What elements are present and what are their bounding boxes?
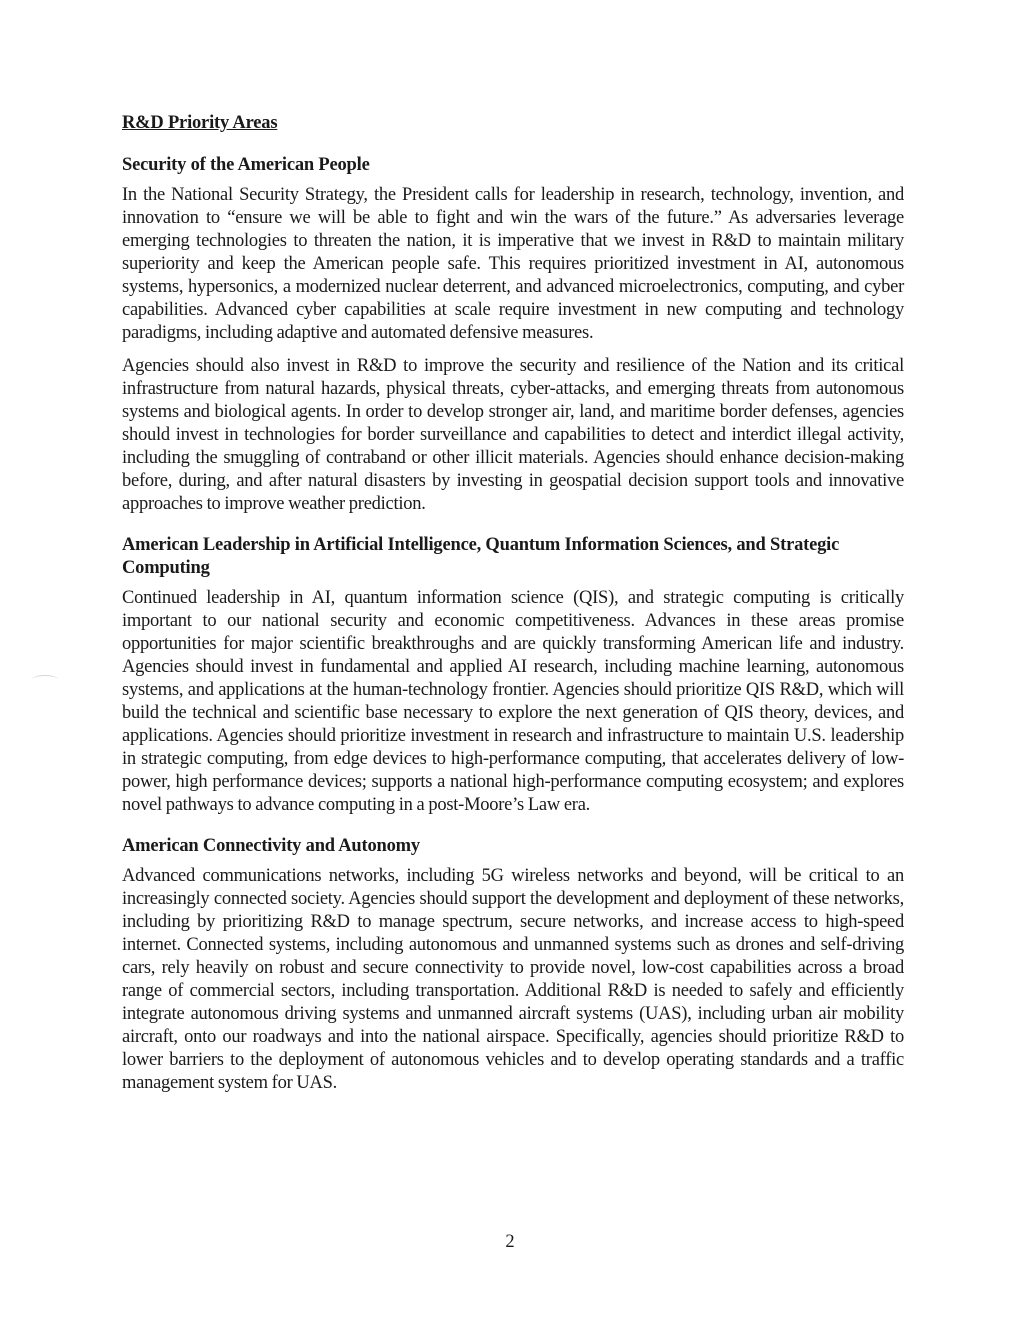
paragraph-ai-qis-computing: Continued leadership in AI, quantum information science (QIS), and strategic computing is critically important to our national security and economic competitiveness. Advances in these areas promise opportunities for major scientific breakthroughs and are quickly transforming American life and industry. Agencies should invest in fundamental and applied AI research, including machine learning, autonomous systems, and applications at the human-technology frontier. Agencies should prioritize QIS R&D, which will build the technical and scientific base necessary to explore the next generation of QIS theory, devices, and applications. Agencies should prioritize investment in research and infrastructure to maintain U.S. leadership in strategic computing, from edge devices to high-performance computing, that accelerates delivery of low-power, high performance devices; supports a national high-performance computing ecosystem; and explores novel pathways to advance computing in a post-Moore’s Law era. [122,588,904,815]
heading-security: Security of the American People [122,155,370,175]
page-number: 2 [505,1232,515,1252]
section-title: R&D Priority Areas [122,113,278,133]
document-page [122,112,904,1105]
paragraph-connectivity-autonomy: Advanced communications networks, including 5G wireless networks and beyond, will be critical to an increasingly connected society. Agencies should support the development and deployment of these networks, including by prioritizing R&D to manage spectrum, secure networks, and increase access to high-speed internet. Connected systems, including autonomous and unmanned systems such as drones and self-driving cars, rely heavily on robust and secure connectivity to provide novel, low-cost capabilities across a broad range of commercial sectors, including transportation. Additional R&D is needed to safely and efficiently integrate autonomous driving systems and unmanned aircraft systems (UAS), including urban air mobility aircraft, onto our roadways and into the national airspace. Specifically, agencies should prioritize R&D to lower barriers to the deployment of autonomous vehicles and to develop operating standards and a traffic management system for UAS. [122,866,904,1093]
paragraph-security-1: In the National Security Strategy, the President calls for leadership in research, technology, invention, and innovation to “ensure we will be able to fight and win the wars of the future.” As adversaries leverage emerging technologies to threaten the nation, it is imperative that we invest in R&D to maintain military superiority and keep the American people safe. This requires prioritized investment in AI, autonomous systems, hypersonics, a modernized nuclear deterrent, and advanced microelectronics, computing, and cyber capabilities. Advanced cyber capabilities at scale require investment in new computing and technology paradigms, including adaptive and automated defensive measures. [122,185,904,343]
heading-ai-qis-computing: American Leadership in Artificial Intelligence, Quantum Information Sciences, and Strategic Computing [122,535,840,578]
heading-connectivity-autonomy: American Connectivity and Autonomy [122,836,420,856]
scan-margin-mark [32,675,58,684]
paragraph-security-2: Agencies should also invest in R&D to improve the security and resilience of the Nation and its critical infrastructure from natural hazards, physical threats, cyber-attacks, and emerging threats from autonomous systems and biological agents. In order to develop stronger air, land, and maritime border defenses, agencies should invest in technologies for border surveillance and capabilities to detect and interdict illegal activity, including the smuggling of contraband or other illicit materials. Agencies should enhance decision-making before, during, and after natural disasters by investing in geospatial decision support tools and innovative approaches to improve weather prediction. [122,356,904,514]
